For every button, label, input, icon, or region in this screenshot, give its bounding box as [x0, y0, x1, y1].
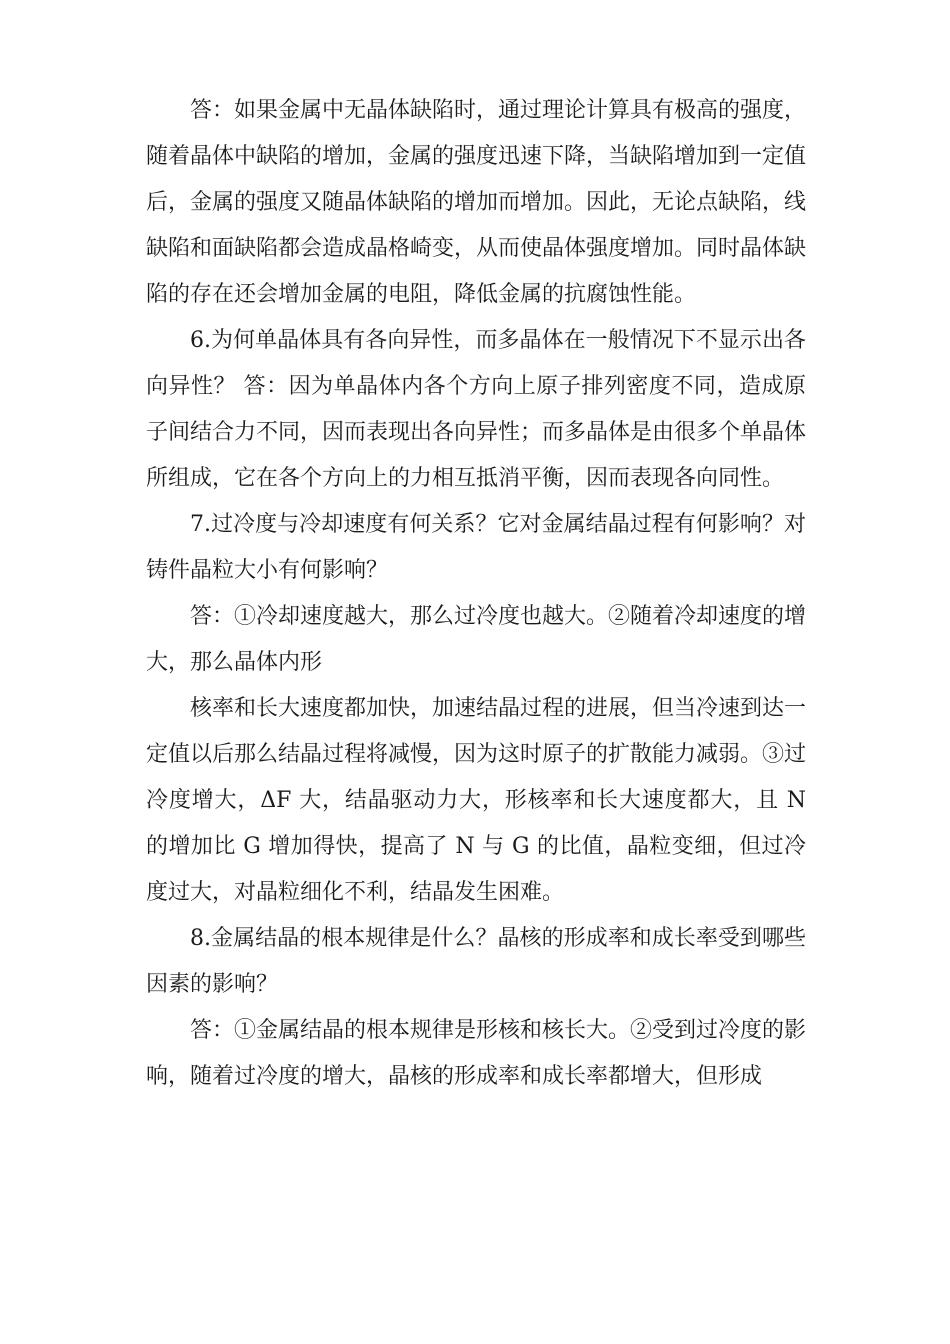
answer-7-paragraph-part-2: 核率和长大速度都加快，加速结晶过程的进展，但当冷速到达一定值以后那么结晶过程将减慢，因为这时原子的扩散能力减弱。③过冷度增大，ΔF 大，结晶驱动力大，形核率和长大速度都大，且 N 的增加比 G 增加得快，提高了 N 与 G 的比值，晶粒变细，但过冷度过大，对晶粒细化不利，结晶发生困难。 [146, 696, 807, 905]
answer-7-paragraph-part-1: 答：①冷却速度越大，那么过冷度也越大。②随着冷却速度的增大，那么晶体内形 [146, 604, 807, 675]
answer-8-paragraph: 答：①金属结晶的根本规律是形核和核长大。②受到过冷度的影响，随着过冷度的增大，晶核的形成率和成长率都增大，但形成 [146, 1018, 807, 1089]
question-7-paragraph: 7.过冷度与冷却速度有何关系？它对金属结晶过程有何影响？对铸件晶粒大小有何影响？ [146, 512, 806, 583]
answer-paragraph-crystal-defects: 答：如果金属中无晶体缺陷时，通过理论计算具有极高的强度，随着晶体中缺陷的增加，金属的强度迅速下降，当缺陷增加到一定值后，金属的强度又随晶体缺陷的增加而增加。因此，无论点缺陷，线缺陷和面缺陷都会造成晶格崎变，从而使晶体强度增加。同时晶体缺陷的存在还会增加金属的电阻，降低金属的抗腐蚀性能。 [146, 98, 807, 307]
document-body [146, 88, 806, 1100]
question-6-paragraph: 6.为何单晶体具有各向异性，而多晶体在一般情况下不显示出各向异性？ 答：因为单晶体内各个方向上原子排列密度不同，造成原子间结合力不同，因而表现出各向异性；而多晶体是由很多个单晶体所组成，它在各个方向上的力相互抵消平衡，因而表现各向同性。 [146, 328, 807, 491]
question-8-paragraph: 8.金属结晶的根本规律是什么？晶核的形成率和成长率受到哪些因素的影响？ [146, 926, 806, 997]
